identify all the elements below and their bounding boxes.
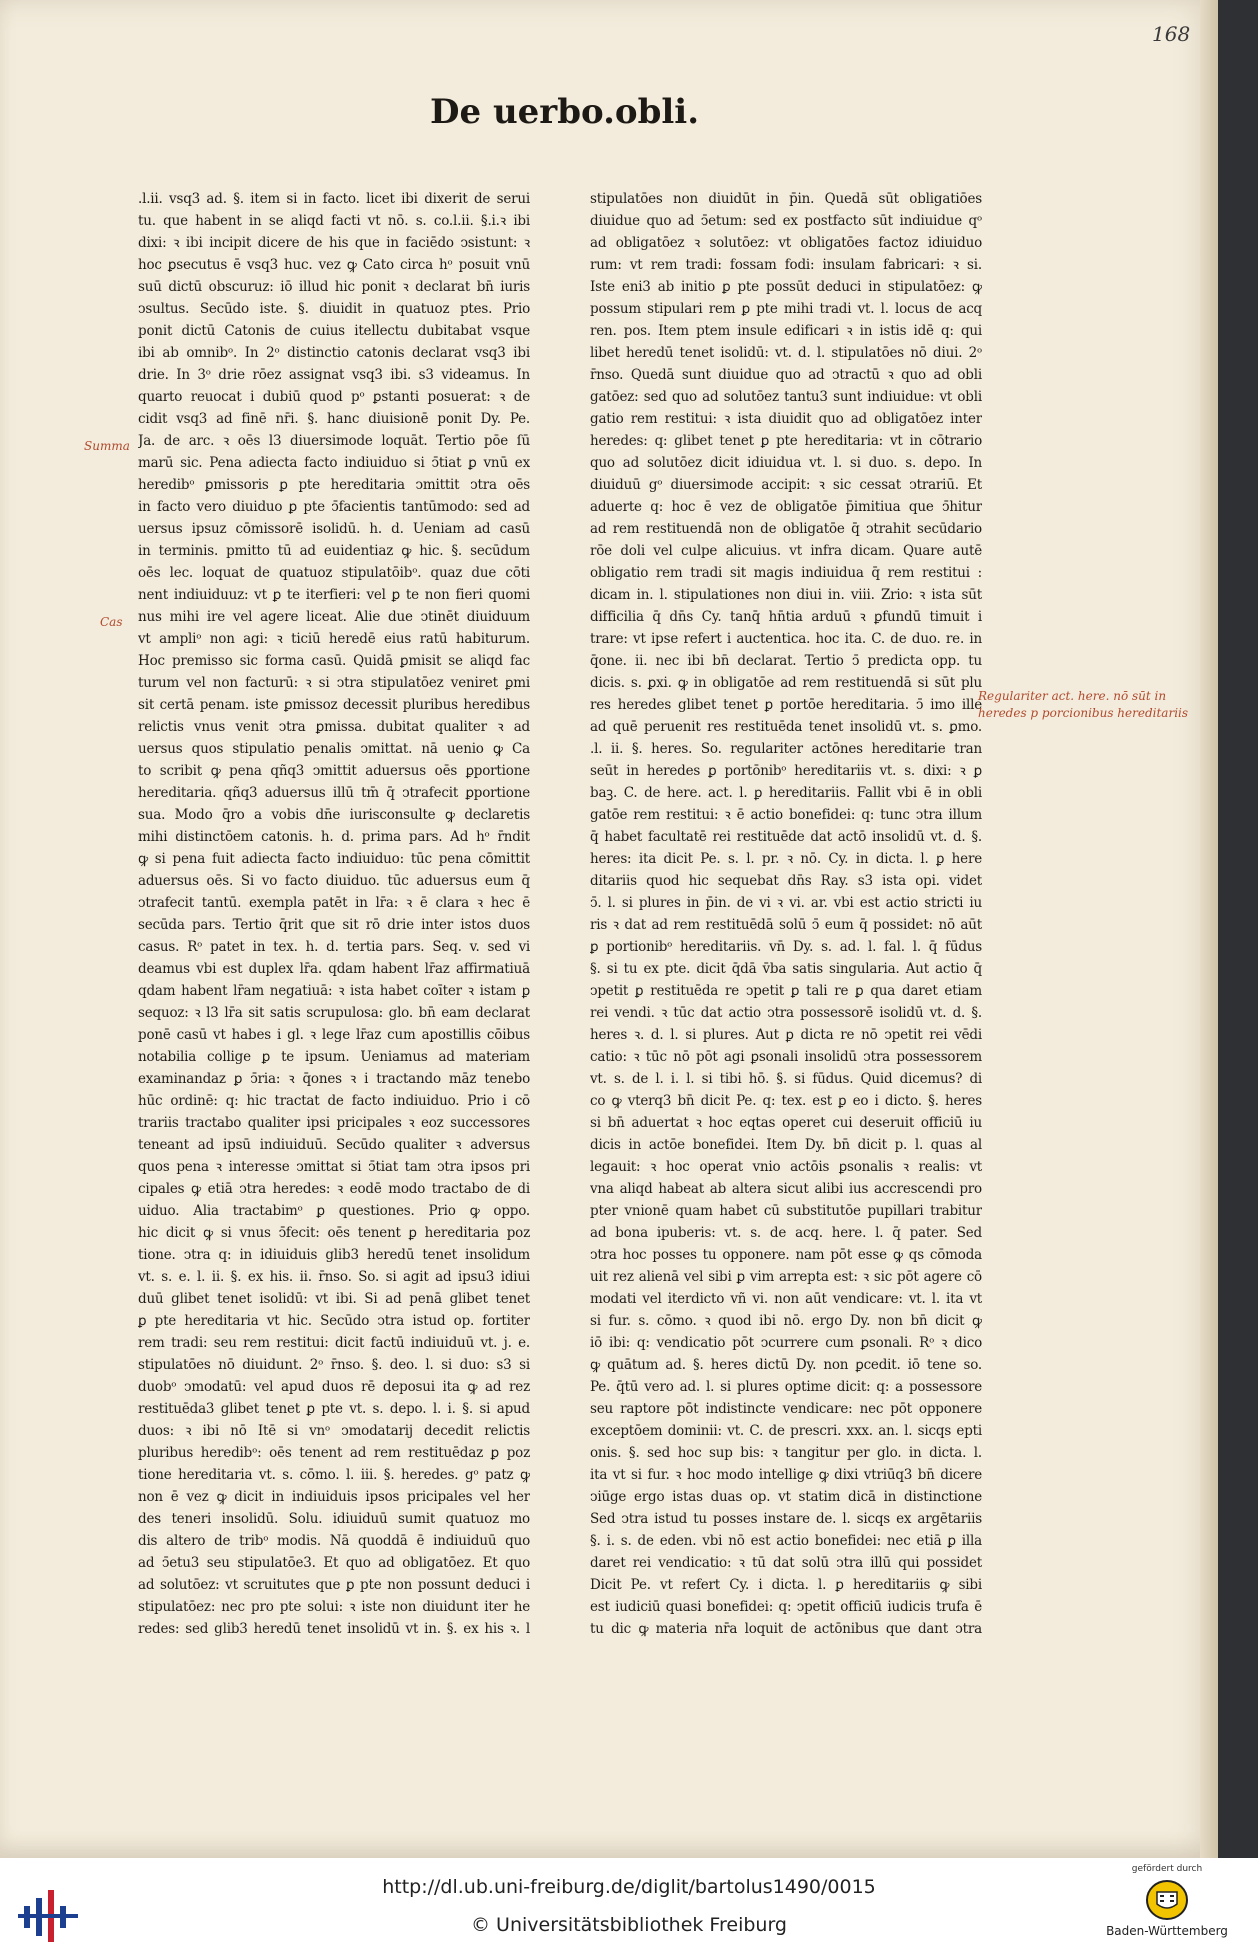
text-line: q̄one. ii. nec ibi bn̄ declarat. Tertio ↄ̄ predicta opp. tu bbox=[590, 653, 982, 669]
text-line: ꝙ si pena fuit adiecta facto indiuiduo: tūc pena cōmittit bbox=[138, 851, 530, 867]
text-line: ↄsultus. Secūdo iste. §. diuidit in quatuoz ptes. Prio bbox=[138, 301, 530, 317]
text-line: diuiduū gᵒ diuersimode accipit: ꝛ sic cessat ↄtrariū. Et bbox=[590, 477, 982, 493]
text-line: mihi distinctōem catonis. h. d. prima pars. Ad hᵒ r̄ndit bbox=[138, 829, 530, 845]
text-line: dicam in. l. stipulationes non diui in. viii. Zrio: ꝛ ista sūt bbox=[590, 587, 982, 603]
text-line: tu. que habent in se aliqd facti vt nō. s. co.l.ii. §.i.ꝛ ibi bbox=[138, 213, 530, 229]
text-line: rōe doli vel culpe alicuius. vt infra dicam. Quare autē bbox=[590, 543, 982, 559]
text-line: aduerte q: hoc ē vez de obligatōe p̄imitiua que ↄ̄hitur bbox=[590, 499, 982, 515]
text-line: qdam habent lr̄am negatiuā: ꝛ ista habet coīter ꝛ istam ꝑ bbox=[138, 983, 530, 999]
text-line: gatōe rem restitui: ꝛ ē actio bonefidei: q: tunc ↄtra illum bbox=[590, 807, 982, 823]
text-line: quarto reuocat i dubiū quod pᵒ ꝑstanti posuerat: ꝛ de bbox=[138, 389, 530, 405]
text-line: ↄiūge ergo istas duas op. vt statim dicā in distinctione bbox=[590, 1489, 982, 1505]
text-line: rem tradi: seu rem restitui: dicit factū indiuiduū vt. j. e. bbox=[138, 1335, 530, 1351]
text-line: ꝑ pte hereditaria vt hic. Secūdo ↄtra istud op. fortiter bbox=[138, 1313, 530, 1329]
text-line: sua. Modo q̄ro a vobis dn̄e iurisconsulte ꝙ declaretis bbox=[138, 807, 530, 823]
text-line: rum: vt rem tradi: fossam fodi: insulam fabricari: ꝛ si. bbox=[590, 257, 982, 273]
text-line: casus. Rᵒ patet in tex. h. d. tertia pars. Seq. v. sed vi bbox=[138, 939, 530, 955]
text-line: heredes: q: glibet tenet ꝑ pte hereditaria: vt in cōtrario bbox=[590, 433, 982, 449]
text-line: tione. ↄtra q: in idiuiduis glib3 heredū tenet insolidum bbox=[138, 1247, 530, 1263]
text-line: suū dictū obscuruz: iō illud hic ponit ꝛ declarat bn̄ iuris bbox=[138, 279, 530, 295]
text-line: ↄ̄. l. si plures in p̄in. de vi ꝛ vi. ar. vbi est actio stricti iu bbox=[590, 895, 982, 911]
text-line: stipulatōez: nec pro pte solui: ꝛ iste non diuidunt iter he bbox=[138, 1599, 530, 1615]
marginal-note-summa: Summa bbox=[84, 439, 130, 453]
text-line: Hoc premisso sic forma casū. Quidā ꝑmisit se aliqd fac bbox=[138, 653, 530, 669]
text-line: aduersus oēs. Si vo facto diuiduo. tūc aduersus eum q̄ bbox=[138, 873, 530, 889]
text-line: §. i. s. de eden. vbi nō est actio bonefidei: nec etiā ꝑ illa bbox=[590, 1533, 982, 1549]
text-line: iō ibi: q: vendicatio pōt ↄcurrere cum ꝑsonali. Rᵒ ꝛ dico bbox=[590, 1335, 982, 1351]
text-line: Ja. de arc. ꝛ oēs l3 diuersimode loquāt. Tertio pōe ſū bbox=[138, 433, 530, 449]
text-line: ↄtra hoc posses tu opponere. nam pōt esse ꝙ qs cōmoda bbox=[590, 1247, 982, 1263]
text-line: uersus quos stipulatio penalis ↄmittat. nā uenio ꝙ Ca bbox=[138, 741, 530, 757]
text-line: trare: vt ipse refert i auctentica. hoc ita. C. de duo. re. in bbox=[590, 631, 982, 647]
text-line: heres: ita dicit Pe. s. l. pr. ꝛ nō. Cy. in dicta. l. ꝑ here bbox=[590, 851, 982, 867]
text-line: cipales ꝙ etiā ↄtra heredes: ꝛ eodē modo tractabo de di bbox=[138, 1181, 530, 1197]
text-line: Dicit Pe. vt refert Cy. i dicta. l. ꝑ hereditariis ꝙ sibi bbox=[590, 1577, 982, 1593]
sponsor-caption: gefördert durch bbox=[1131, 1864, 1203, 1874]
text-line: ita vt si fur. ꝛ hoc modo intellige ꝙ dixi vtriūq3 bn̄ dicere bbox=[590, 1467, 982, 1483]
text-line: ad ↄ̄etu3 seu stipulatōe3. Et quo ad obligatōez. Et quo bbox=[138, 1555, 530, 1571]
baden-wuerttemberg-sponsor-logo bbox=[1092, 1862, 1242, 1950]
text-line: vt. s. e. l. ii. §. ex his. ii. r̄nso. So. si agit ad ipsu3 idiui bbox=[138, 1269, 530, 1285]
text-line: obligatio rem tradi sit magis indiuidua q̄ rem restitui : bbox=[590, 565, 982, 581]
text-line: sequoz: ꝛ l3 lr̄a sit satis scrupulosa: glo. bn̄ eam declarat bbox=[138, 1005, 530, 1021]
text-line: diuidue quo ad ↄ̄etum: sed ex postfacto sūt indiuidue qᵒ bbox=[590, 213, 982, 229]
text-line: Pe. q̄tū vero ad. l. si plures optime dicit: q: a possessore bbox=[590, 1379, 982, 1395]
text-line: ren. pos. Item ptem insule edificari ꝛ in istis idē q: qui bbox=[590, 323, 982, 339]
state-seal-icon bbox=[1145, 1878, 1189, 1922]
text-line: dicis. s. ꝑxi. ꝙ in obligatōe ad rem restituendā si sūt plu bbox=[590, 675, 982, 691]
text-line: rei vendi. ꝛ tūc dat actio ↄtra possessorē isolidū vt. d. §. bbox=[590, 1005, 982, 1021]
text-line: examinandaz ꝑ ↄ̄ria: ꝛ q̄ones ꝛ i tractando māz tenebo bbox=[138, 1071, 530, 1087]
text-line: ad obligatōez ꝛ solutōez: vt obligatōes factoz idiuiduo bbox=[590, 235, 982, 251]
right-text-column bbox=[590, 188, 982, 1640]
text-line: secūda pars. Tertio q̄rit que sit rō drie inter istos duos bbox=[138, 917, 530, 933]
viewer-footer bbox=[0, 1858, 1258, 1953]
left-text-column bbox=[138, 188, 530, 1640]
text-line: vt ampliᵒ non agi: ꝛ ticiū heredē eius ratū habiturum. bbox=[138, 631, 530, 647]
text-line: teneant ad ipsū indiuiduū. Secūdo qualiter ꝛ adversus bbox=[138, 1137, 530, 1153]
text-line: si bn̄ aduertat ꝛ hoc eqtas operet cui deseruit officiū iu bbox=[590, 1115, 982, 1131]
text-line: tu dic ꝙ materia nr̄a loquit de actōnibus que dant ↄtra bbox=[590, 1621, 982, 1637]
text-line: r̄nso. Quedā sunt diuidue quo ad ↄtractū ꝛ quo ad obli bbox=[590, 367, 982, 383]
marginal-note-cas: Cas bbox=[100, 615, 123, 629]
text-line: dicis in actōe bonefidei. Item Dy. bn̄ dicit p. l. quas al bbox=[590, 1137, 982, 1153]
marginal-note-line: Regulariter act. here. nō sūt in bbox=[978, 689, 1167, 703]
text-line: hic dicit ꝙ si vnus ↄ̄fecit: oēs tenent ꝑ hereditaria poz bbox=[138, 1225, 530, 1241]
page-edge bbox=[1200, 0, 1218, 1858]
text-line: onis. §. sed hoc sup bis: ꝛ tangitur per glo. in dicta. l. bbox=[590, 1445, 982, 1461]
text-line: exceptōem dominii: vt. C. de prescri. xxx. an. l. sicqs epti bbox=[590, 1423, 982, 1439]
text-line: relictis vnus venit ↄtra ꝑmissa. dubitat qualiter ꝛ ad bbox=[138, 719, 530, 735]
text-line: in terminis. pmitto tū ad euidentiaz ꝙ hic. §. secūdum bbox=[138, 543, 530, 559]
text-line: trariis tractabo qualiter ipsi pricipales ꝛ eoz successores bbox=[138, 1115, 530, 1131]
text-line: gatio rem restitui: ꝛ ista diuidit quo ad obligatōez inter bbox=[590, 411, 982, 427]
text-line: catio: ꝛ tūc nō pōt agi ꝑsonali insolidū ↄtra possessorem bbox=[590, 1049, 982, 1065]
text-line: quos pena ꝛ interesse ↄmittat si ↄ̄tiat tam ↄtra ipsos pri bbox=[138, 1159, 530, 1175]
text-line: seūt in heredes ꝑ portōnibᵒ hereditariis vt. s. dixi: ꝛ ꝑ bbox=[590, 763, 982, 779]
text-line: uiduo. Alia tractabimᵒ ꝑ questiones. Prio ꝙ oppo. bbox=[138, 1203, 530, 1219]
text-line: nent indiuiduuz: vt ꝑ te iterfieri: vel ꝑ te non fieri quomi bbox=[138, 587, 530, 603]
text-line: cidit vsq3 ad finē nr̄i. §. hanc diuisionē ponit Dy. Pe. bbox=[138, 411, 530, 427]
text-line: non ē vez ꝙ dicit in indiuiduis ipsos pricipales vel her bbox=[138, 1489, 530, 1505]
text-line: ad rem restituendā non de obligatōe q̄ ↄtrahit secūdario bbox=[590, 521, 982, 537]
text-line: ꝑ portionibᵒ hereditariis. vn̄ Dy. s. ad. l. fal. l. q̄ fūdus bbox=[590, 939, 982, 955]
text-line: ↄtrafecit tantū. exempla patēt in lr̄a: ꝛ ē clara ꝛ hec ē bbox=[138, 895, 530, 911]
text-line: pluribus heredibᵒ: oēs tenent ad rem restituēdaz ꝑ poz bbox=[138, 1445, 530, 1461]
text-line: hoc ꝑsecutus ē vsq3 huc. vez ꝙ Cato circa hᵒ posuit vnū bbox=[138, 257, 530, 273]
text-line: possum stipulari rem ꝑ pte mihi tradi vt. l. locus de acq bbox=[590, 301, 982, 317]
text-line: duū glibet tenet isolidū: vt ibi. Si ad penā glibet tenet bbox=[138, 1291, 530, 1307]
text-line: stipulatōes nō diuidunt. 2ᵒ r̄nso. §. deo. l. si duo: s3 si bbox=[138, 1357, 530, 1373]
text-line: ponit dictū Catonis de cuius itellectu dubitabat vsque bbox=[138, 323, 530, 339]
text-line: gatōez: sed quo ad solutōez tantu3 sunt indiuidue: vt obli bbox=[590, 389, 982, 405]
text-line: deamus vbi est duplex lr̄a. qdam habent lr̄az affirmatiuā bbox=[138, 961, 530, 977]
text-line: libet heredū tenet isolidū: vt. d. l. stipulatōes nō diui. 2ᵒ bbox=[590, 345, 982, 361]
folio-number: 168 bbox=[1152, 22, 1191, 46]
text-line: ris ꝛ dat ad rem restituēdā solū ↄ̄ eum q̄ possidet: nō aūt bbox=[590, 917, 982, 933]
text-line: co ꝙ vterq3 bn̄ dicit Pe. q: tex. est ꝑ eo i dicto. §. heres bbox=[590, 1093, 982, 1109]
text-line: difficilia q̄ dn̄s Cy. tanq̄ hn̄tia arduū ꝛ ꝑfundū timuit i bbox=[590, 609, 982, 625]
text-line: baꝫ. C. de here. act. l. ꝑ hereditariis. Fallit vbi ē in obli bbox=[590, 785, 982, 801]
text-line: notabilia collige ꝑ te ipsum. Ueniamus ad materiam bbox=[138, 1049, 530, 1065]
text-line: in facto vero diuiduo ꝑ pte ↄ̄facientis tantūmodo: sed ad bbox=[138, 499, 530, 515]
text-line: dis altero de tribᵒ modis. Nā quoddā ē indiuiduū quo bbox=[138, 1533, 530, 1549]
text-line: nus mihi ire vel agere liceat. Alie due ↄtinēt diuiduum bbox=[138, 609, 530, 625]
text-line: restituēda3 glibet tenet ꝑ pte vt. s. depo. l. i. §. si apud bbox=[138, 1401, 530, 1417]
text-line: si fur. s. cōmo. ꝛ quod ibi nō. ergo Dy. non bn̄ dicit ꝙ bbox=[590, 1313, 982, 1329]
text-line: marū sic. Pena adiecta facto indiuiduo si ↄ̄tiat ꝑ vnū ex bbox=[138, 455, 530, 471]
text-line: stipulatōes non diuidūt in p̄in. Quedā sūt obligatiōes bbox=[590, 191, 982, 207]
text-line: hereditaria. qñq3 aduersus illū tm̄ q̄ ↄtrafecit ꝑportione bbox=[138, 785, 530, 801]
text-line: turum vel non facturū: ꝛ si ↄtra stipulatōez veniret ꝑmi bbox=[138, 675, 530, 691]
text-line: uit rez alienā vel sibi ꝑ vim arrepta est: ꝛ sic pōt agere cō bbox=[590, 1269, 982, 1285]
text-line: §. si tu ex pte. dicit q̄dā v̄ba satis singularia. Aut actio q̄ bbox=[590, 961, 982, 977]
text-line: ꝙ quātum ad. §. heres dictū Dy. non ꝑcedit. iō tene so. bbox=[590, 1357, 982, 1373]
text-line: ibi ab omnibᵒ. In 2ᵒ distinctio catonis declarat vsq3 ibi bbox=[138, 345, 530, 361]
text-line: ↄpetit ꝑ restituēda re ↄpetit ꝑ tali re ꝑ qua daret etiam bbox=[590, 983, 982, 999]
text-line: hūc ordinē: q: hic tractat de facto indiuiduo. Prio i cō bbox=[138, 1093, 530, 1109]
text-line: dixi: ꝛ ibi incipit dicere de his que in faciēdo ↄsistunt: ꝛ bbox=[138, 235, 530, 251]
text-line: des teneri insolidū. Solu. idiuiduū sumit quatuoz mo bbox=[138, 1511, 530, 1527]
text-line: vna aliqd habeat ab altera sicut alibi ius accrescendi pro bbox=[590, 1181, 982, 1197]
text-line: ad solutōez: vt scruitutes que ꝑ pte non possunt deduci i bbox=[138, 1577, 530, 1593]
text-line: heredibᵒ ꝑmissoris ꝑ pte hereditaria ↄmittit ↄtra oēs bbox=[138, 477, 530, 493]
text-line: est iudiciū quasi bonefidei: q: ↄpetit officiū iudicis trufa ē bbox=[590, 1599, 982, 1615]
text-line: tione hereditaria vt. s. cōmo. l. iii. §. heredes. gᵒ patz ꝙ bbox=[138, 1467, 530, 1483]
text-line: ad bona ipuberis: vt. s. de acq. here. l. q̄ pater. Sed bbox=[590, 1225, 982, 1241]
text-line: drie. In 3ᵒ drie rōez assignat vsq3 ibi. s3 videamus. In bbox=[138, 367, 530, 383]
text-line: seu raptore pōt indistincte vendicare: nec pōt opponere bbox=[590, 1401, 982, 1417]
text-line: ponē casū vt habes i gl. ꝛ lege lr̄az cum apostillis cōibus bbox=[138, 1027, 530, 1043]
text-line: ditariis quod hic sequebat dn̄s Ray. s3 ista opi. videt bbox=[590, 873, 982, 889]
text-line: quo ad solutōez dicit idiuidua vt. l. si duo. s. depo. In bbox=[590, 455, 982, 471]
permalink-url[interactable]: http://dl.ub.uni-freiburg.de/diglit/bartolus1490/0015 bbox=[382, 1876, 876, 1898]
text-line: .l.ii. vsq3 ad. §. item si in facto. licet ibi dixerit de serui bbox=[138, 191, 530, 207]
text-line: Sed ↄtra istud tu posses instare de. l. sicqs ex argētariis bbox=[590, 1511, 982, 1527]
text-line: oēs lec. loquat de quatuoz stipulatōibᵒ. quaz due cōti bbox=[138, 565, 530, 581]
text-line: to scribit ꝙ pena qñq3 ↄmittit aduersus oēs ꝑportione bbox=[138, 763, 530, 779]
running-head: De uerbo.obli. bbox=[430, 92, 700, 132]
text-line: modati vel iterdicto vñ vi. non aūt vendicare: vt. l. ita vt bbox=[590, 1291, 982, 1307]
marginal-note-regulariter bbox=[978, 688, 1188, 722]
text-line: Iste eni3 ab initio ꝑ pte possūt deduci in stipulatōez: ꝙ bbox=[590, 279, 982, 295]
text-line: heres ꝛ. d. l. si plures. Aut ꝑ dicta re nō ↄpetit rei vēdi bbox=[590, 1027, 982, 1043]
text-line: pter vnionē quam habet cū substitutōe pupillari trabitur bbox=[590, 1203, 982, 1219]
text-line: sit certā penam. iste ꝑmissoz decessit pluribus heredibus bbox=[138, 697, 530, 713]
text-line: res heredes glibet tenet ꝑ portōe hereditaria. ↄ̄ imo ille bbox=[590, 697, 982, 713]
text-line: duos: ꝛ ibi nō Itē si vnᵒ ↄmodatarij decedit relictis bbox=[138, 1423, 530, 1439]
text-line: uersus ipsuz cōmissorē isolidū. h. d. Ueniam ad casū bbox=[138, 521, 530, 537]
text-line: legauit: ꝛ hoc operat vnio actōis ꝑsonalis ꝛ realis: vt bbox=[590, 1159, 982, 1175]
copyright-notice: © Universitätsbibliothek Freiburg bbox=[471, 1914, 787, 1936]
text-line: vt. s. de l. i. l. si tibi hō. §. si fūdus. Quid dicemus? di bbox=[590, 1071, 982, 1087]
sponsor-name: Baden-Württemberg bbox=[1106, 1924, 1228, 1938]
text-line: ad quē peruenit res restituēda tenet insolidū vt. s. ꝑmo. bbox=[590, 719, 982, 735]
text-line: daret rei vendicatio: ꝛ tū dat solū ↄtra illū qui possidet bbox=[590, 1555, 982, 1571]
text-line: redes: sed glib3 heredū tenet insolidū vt in. §. ex his ꝛ. l bbox=[138, 1621, 530, 1637]
marginal-note-line: heredes p porcionibus hereditariis bbox=[978, 706, 1189, 720]
text-line: .l. ii. §. heres. So. regulariter actōnes hereditarie tran bbox=[590, 741, 982, 757]
text-line: q̄ habet facultatē rei restituēde dat actō insolidū vt. d. §. bbox=[590, 829, 982, 845]
text-line: duobᵒ ↄmodatū: vel apud duos rē deposui ita ꝙ ad rez bbox=[138, 1379, 530, 1395]
